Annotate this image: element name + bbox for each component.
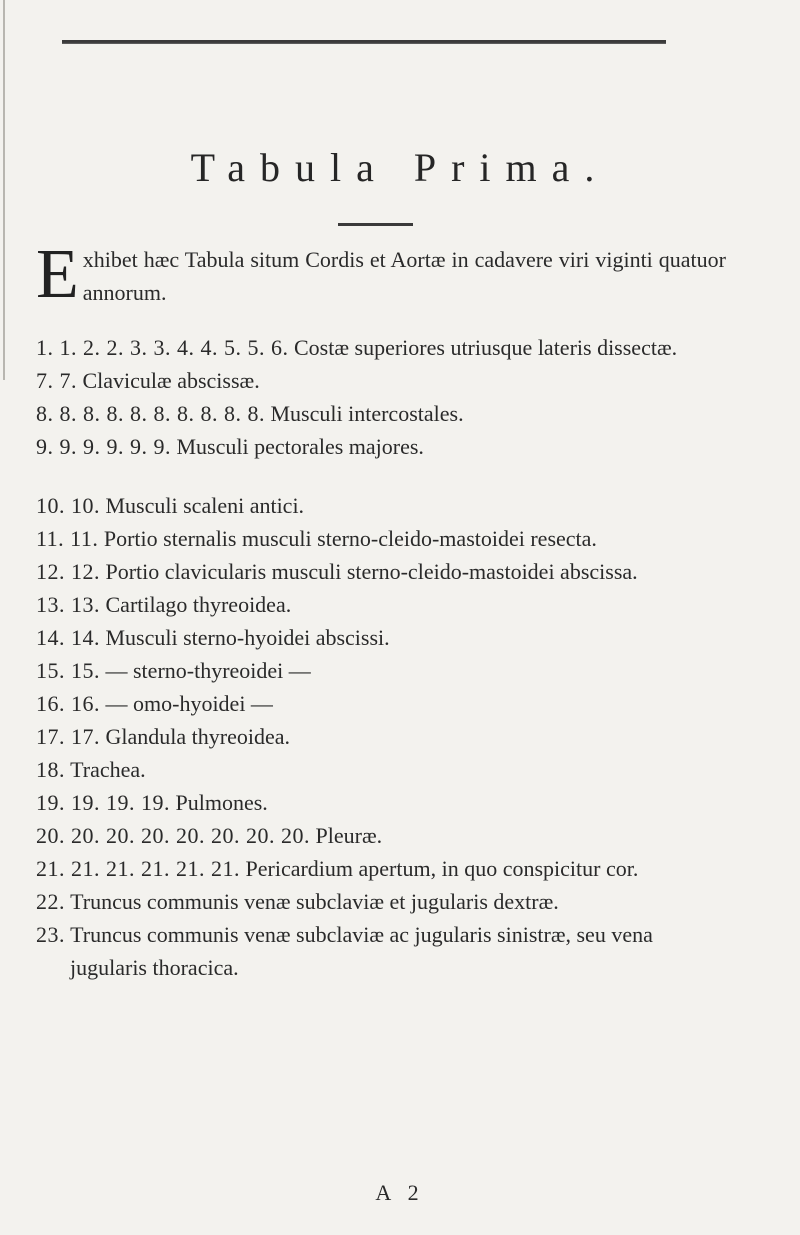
legend-entry: [36, 720, 726, 753]
intro-paragraph: [36, 236, 726, 313]
entry-text: Pleuræ.: [315, 823, 383, 848]
entry-text: Musculi scaleni antici.: [105, 493, 305, 518]
entry-number: 9. 9. 9. 9. 9. 9.: [36, 434, 171, 459]
entry-text: — omo-hyoidei —: [105, 691, 273, 716]
page-title: Tabula Prima.: [190, 145, 610, 190]
entry-text: Musculi pectorales majores.: [176, 434, 424, 459]
legend-entry: [36, 654, 726, 687]
legend-entry: [36, 918, 726, 984]
top-rule: [62, 40, 666, 44]
legend-entry: [36, 555, 726, 588]
legend-entry: [36, 621, 726, 654]
entry-text: Pulmones.: [175, 790, 268, 815]
legend-entry: [36, 430, 726, 463]
page-signature: A 2: [375, 1180, 425, 1205]
entry-number: 22.: [36, 889, 65, 914]
entry-number: 11. 11.: [36, 526, 99, 551]
entry-number: 21. 21. 21. 21. 21. 21.: [36, 856, 240, 881]
legend-entry: [36, 819, 726, 852]
entry-number: 7. 7.: [36, 368, 77, 393]
entry-number: 13. 13.: [36, 592, 100, 617]
entry-text: Cartilago thyreoidea.: [105, 592, 292, 617]
entry-text: Truncus communis venæ subclaviæ ac jugularis sinistræ, seu vena jugularis thoracica.: [70, 922, 653, 980]
entry-number: 19. 19. 19. 19.: [36, 790, 170, 815]
entry-number: 15. 15.: [36, 658, 100, 683]
entry-text: Costæ superiores utriusque lateris dissectæ.: [294, 335, 678, 360]
entry-text: Musculi intercostales.: [270, 401, 464, 426]
entry-text: — sterno-thyreoidei —: [105, 658, 311, 683]
entry-number: 23.: [36, 922, 65, 947]
entry-number: 10. 10.: [36, 493, 100, 518]
entry-number: 14. 14.: [36, 625, 100, 650]
legend-entry: [36, 588, 726, 621]
legend-entry: [36, 522, 726, 555]
entry-text: Pericardium apertum, in quo conspicitur cor.: [245, 856, 639, 881]
entry-text: Musculi sterno-hyoidei abscissi.: [105, 625, 390, 650]
entry-number: 1. 1. 2. 2. 3. 3. 4. 4. 5. 5. 6.: [36, 335, 289, 360]
entry-number: 8. 8. 8. 8. 8. 8. 8. 8. 8. 8.: [36, 401, 265, 426]
entry-text: Truncus communis venæ subclaviæ et jugularis dextræ.: [70, 889, 559, 914]
entry-text: Portio sternalis musculi sterno-cleido-mastoidei resecta.: [103, 526, 597, 551]
entry-number: 16. 16.: [36, 691, 100, 716]
legend-entry: [36, 687, 726, 720]
legend-entry: [36, 852, 726, 885]
title-rule: [338, 223, 413, 226]
legend-entry: [36, 753, 726, 786]
intro-text: xhibet hæc Tabula situm Cordis et Aortæ in cadavere viri viginti quatuor annorum.: [82, 247, 726, 305]
legend-entry: [36, 786, 726, 819]
entry-text: Trachea.: [70, 757, 146, 782]
text-body: [36, 236, 726, 984]
entry-number: 18.: [36, 757, 65, 782]
entry-number: 17. 17.: [36, 724, 100, 749]
legend-entry: [36, 397, 726, 430]
legend-entry: [36, 489, 726, 522]
legend-entry: [36, 885, 726, 918]
legend-list: [36, 331, 726, 984]
entry-text: Glandula thyreoidea.: [105, 724, 290, 749]
entry-text: Claviculæ abscissæ.: [82, 368, 260, 393]
legend-entry: [36, 364, 726, 397]
drop-cap: E: [36, 236, 79, 313]
entry-number: 12. 12.: [36, 559, 100, 584]
entry-text: Portio clavicularis musculi sterno-cleido-mastoidei abscissa.: [105, 559, 638, 584]
legend-entry: [36, 331, 726, 364]
entry-number: 20. 20. 20. 20. 20. 20. 20. 20.: [36, 823, 310, 848]
